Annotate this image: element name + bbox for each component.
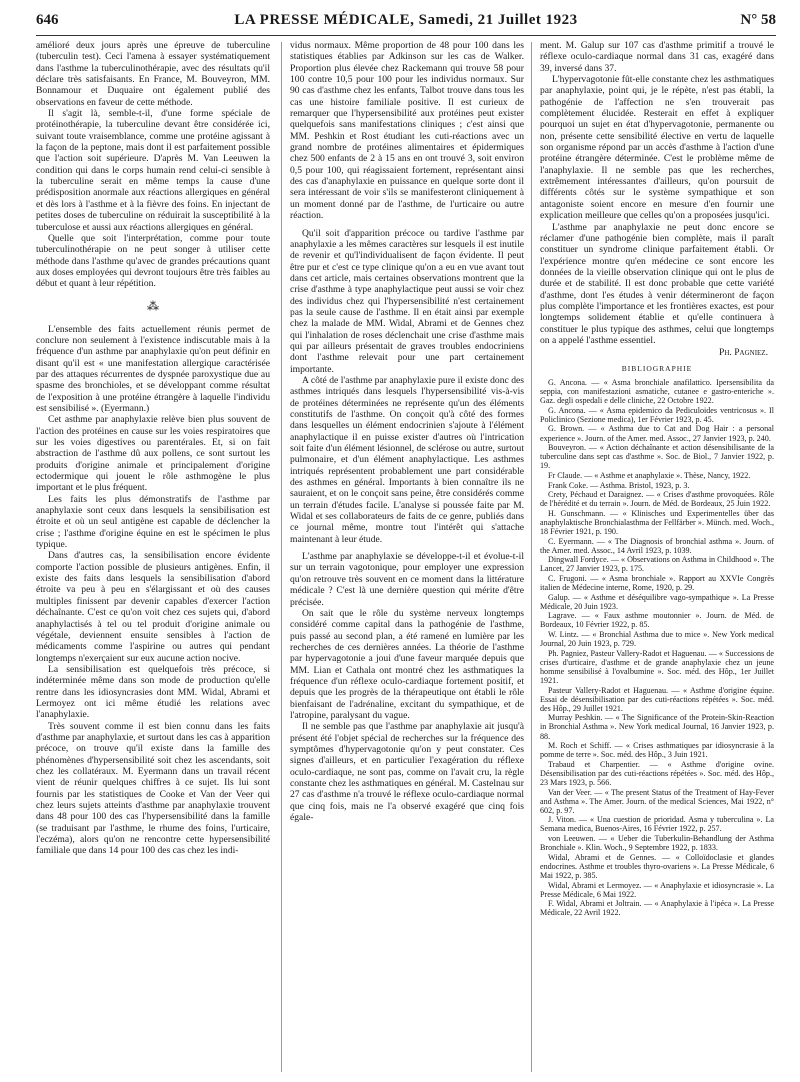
paragraph: vidus normaux. Même proportion de 48 pour 100 dans les statistiques établies par Adkinson sur les cas de Walker. Proportion plus élevée chez Rackemann qui trouve 58 pour 100 contre 10,5 pour 100 pour les individus normaux. Sur 90 cas d'asthme chez les enfants, Talbot trouve dans tous les cas une histoire familiale positive. Il est curieux de remarquer que l'hypersensibilité aux protéines peut exister quelquefois sans manifestations cliniques ; c'est ainsi que MM. Peshkin et Rost étudiant les cuti-réactions avec un grand nombre de protéines alimentaires et épidermiques chez 500 enfants de 2 à 15 ans en ont trouvé 3, soit environ 0,5 pour 100, qui réagissaient fortement, représentant ainsi des cas d'anaphylaxie en puissance en quelque sorte dont il sera intéressant de voir s'ils se manifesteront cliniquement à un moment donné par de l'asthme, de l'urticaire ou autre réaction.: [290, 40, 524, 222]
bibliography-entry: Ph. Pagniez, Pasteur Vallery-Radot et Haguenau. — « Successions de crises d'urticaire, d'asthme et de grande anaphylaxie chez un jeune homme sensibilisé à l'ovalbumine ». Soc. méd. des Hôp., 1er Juillet 1921.: [540, 648, 774, 685]
paragraph: A côté de l'asthme par anaphylaxie pure il existe donc des asthmes intriqués dans lesquels l'hypersensibilité vis-à-vis de protéines déterminées ne représente qu'un des éléments constitutifs de l'asthme. On conçoit qu'à côté des formes dans lesquelles un élément endocrinien s'ajoute à l'élément anaphylactique il en puisse exister d'autres où l'intrication soit faite d'un élément lésionnel, de sclérose ou autre, surtout pulmonaire, et d'un élément anaphylactique. Les asthmes intriqués représentent probablement une part considérable des asthmes en général. Importants à bien connaître ils ne sauraient, et on le conçoit sans peine, être considérés comme un terrain d'études facile. L'analyse si poussée faite par M. Widal et ses collaborateurs de faits de ce genre, publiés dans ce journal même, montre tout l'intérêt qui s'attache maintenant à leur étude.: [290, 374, 524, 545]
paragraph: Cet asthme par anaphylaxie relève bien plus souvent de l'action des protéines en cause sur les voies respiratoires que sur les voies digestives ou parentérales. Et, si on fait abstraction de l'asthme dû aux pollens, ce sont surtout les produits d'origine animale et principalement d'origine ectodermique qui jouent le rôle asthmogène le plus important et le plus fréquent.: [36, 414, 270, 494]
bibliography-entry: Fr Claude. — « Asthme et anaphylaxie ». Thèse, Nancy, 1922.: [548, 470, 751, 480]
author-signature: Ph. Pagniez.: [719, 347, 768, 359]
column-3: [540, 40, 774, 1074]
paragraph: amélioré deux jours après une épreuve de tuberculine (tuberculin test). Ceci l'amena à essayer systématiquement dans l'asthme la tuberculinothérapie, avec des résultats qu'il déclare très satisfaisants. En France, M. Bouveyron, MM. Bonnamour et Duquaire ont également publié des observations en faveur de cette méthode.: [36, 40, 270, 108]
bibliography-entry: Lagrave. — « Faux asthme moutonnier ». Journ. de Méd. de Bordeaux, 10 Février 1922, p. 85.: [540, 611, 774, 630]
journal-title: LA PRESSE MÉDICALE, Samedi, 21 Juillet 1923: [234, 12, 578, 28]
bibliography-entry: Dingwall Fordyce. — « Observations on Asthma in Childhood ». The Lancet, 27 Janvier 1923, p. 175.: [540, 555, 774, 574]
bibliography-title: BIBLIOGRAPHIE: [621, 363, 693, 373]
header-rule: [36, 35, 776, 36]
bibliography-entry: J. Viton. — « Una cuestion de prioridad. Asma y tuberculina ». La Semana medica, Buenos-Aires, 16 Février 1922, p. 257.: [540, 815, 774, 834]
column-1: [36, 40, 270, 1074]
column-divider: [531, 42, 532, 1072]
column-2: [290, 40, 524, 1074]
bibliography-entry: Galup. — « Asthme et déséquilibre vago-sympathique ». La Presse Médicale, 20 Juin 1923.: [540, 592, 774, 611]
paragraph: Il ne semble pas que l'asthme par anaphylaxie ait jusqu'à présent été l'objet spécial de recherches sur la fréquence des symptômes d'hypervagotonie qu'on y peut constater. Ces signes d'ailleurs, et en particulier l'exagération du réflexe oculo-cardiaque, ne sont pas, comme on l'avait cru, la règle constante chez les asthmatiques en général. M. Castelnau sur 27 cas d'asthme n'a trouvé le réflexe oculo-cardiaque normal que cinq fois, mais ne l'a observé exagéré que cinq fois égale-: [290, 721, 524, 824]
bibliography-entry: Frank Coke. — Asthma. Bristol, 1923, p. 3.: [548, 480, 690, 490]
bibliography-entry: Van der Veer. — « The present Status of the Treatment of Hay-Fever and Asthma ». The Amer. Journ. of the medical Sciences, Mai 1922, n° 602, p. 97.: [540, 787, 774, 815]
bibliography-entry: G. Ancona. — « Asma bronchiale anafilattico. Ipersensibilita da seppia, con manifestazioni asmatiche, cutanee e gastro-enteriche ». Gaz. degli ospedali e delle cliniche, 22 Octobre 1922.: [540, 377, 774, 406]
page-header: [36, 10, 776, 34]
paragraph: L'asthme par anaphylaxie ne peut donc encore se réclamer d'une pathogénie bien complète, mais il paraît constituer un syndrome clinique parfaitement établi. Or l'expérience montre qu'en médecine ce sont encore les données de la vieille observation clinique qui ont le plus de durée et de stabilité. Il est donc probable que cette variété d'asthme, dont l'es études à venir détermineront de façon plus complète l'importance et les frontières exactes, est pour longtemps solidement établie et qu'elle continuera à constituer le plus typique des asthmes, celui que longtemps on a appelé l'asthme essentiel.: [540, 221, 774, 346]
page-number: 646: [36, 12, 59, 28]
bibliography-entry: W. Lintz. — « Bronchial Asthma due to mice ». New York medical Journal, 20 Juin 1923, p. 729.: [540, 630, 774, 649]
paragraph: Quelle que soit l'interprétation, comme pour toute tuberculinothérapie on ne peut songer à utiliser cette méthode dans l'asthme qu'avec de grandes précautions quant aux doses employées qui devront toujours être très faibles au début et quant à leur répétition.: [36, 232, 270, 290]
bibliography-entry: G. Brown. — « Asthma due to Cat and Dog Hair : a personal experience ». Journ. of the Amer. med. Assoc., 27 Janvier 1923, p. 240.: [540, 424, 774, 443]
bibliography-entry: Bouveyron. — « Action déchaînante et action désensibilisante de la tuberculine dans sept cas d'asthme ». Soc. de Biol., 7 Janvier 1922, p. 19.: [540, 443, 774, 471]
paragraph: Qu'il soit d'apparition précoce ou tardive l'asthme par anaphylaxie a les mêmes caractères sur lesquels il est inutile de revenir et qu'l'individualisent de façon évidente. Il peut être pur et c'est ce type clinique qu'on a eu en vue avant tout dans cet article, mais certaines observations montrent que la crise d'asthme à type anaphylactique peut aussi se voir chez des individus chez qui l'hypersensibilité n'est certainement pas la seule cause de l'asthme. Il en était ainsi par exemple chez la malade de MM. Widal, Abrami et de Gennes chez qui l'inhalation de roses déclenchait une crise d'asthme mais qui par ailleurs présentait de graves troubles endocriniens dont l'asthme relevait pour une part certainement importante.: [290, 227, 524, 375]
bibliography-entry: C. Frugoni. — « Asma bronchiale ». Rapport au XXVIe Congrès italien de Médecine interne, Rome, 1920, p. 29.: [540, 573, 774, 593]
paragraph: ment. M. Galup sur 107 cas d'asthme primitif a trouvé le réflexe oculo-cardiaque normal dans 31 cas, exagéré dans 39, inversé dans 37.: [540, 40, 774, 74]
bibliography-entry: H. Gunschmann. — « Klinisches und Experimentelles über das anaphylaktische Bronchialasthma der Fellfärber ». Münch. med. Woch., 18 Février 1921, p. 190.: [540, 508, 774, 536]
bibliography-entry: M. Roch et Schiff. — « Crises asthmatiques par idiosyncrasie à la pomme de terre ». Soc. méd. des Hôp., 3 Juin 1921.: [540, 741, 774, 760]
paragraph: Très souvent comme il est bien connu dans les faits d'asthme par anaphylaxie, et surtout dans les cas à apparition précoce, on trouve qu'il existe dans la famille des phénomènes d'hypersensibilité soit chez les ascendants, soit chez les collatéraux. M. Eyermann dans un travail récent vient de réunir quelques chiffres à ce sujet. Ils lui sont fournis par les statistiques de Cooke et Van der Veer qui chez leurs sujets atteints d'asthme par anaphylaxie trouvent dans 48 pour 100 des cas l'hypersensibilité dans la famille (se traduisant par l'asthme, le rhume des foins, l'urticaire, l'eczéma), alors qu'on ne rencontre cette hypersensibilité familiale que dans 14 pour 100 des cas chez les indi-: [36, 720, 270, 857]
paragraph: Il s'agit là, semble-t-il, d'une forme spéciale de protéinothérapie, la tuberculine devant être considérée ici, suivant toute vraisemblance, comme une protéine agissant à la façon de la peptone, mais dont il est parfaitement possible que l'action soit supérieure. D'après M. Van Leeuwen la condition qui dans le corps humain rend celui-ci sensible à la tuberculine serait en même temps la cause d'une prédisposition anormale aux réactions allergiques en général et dès lors à l'asthme et à la fièvre des foins. En injectant de petites doses de tuberculine on réduirait la susceptibilité à la tuberculose et aussi aux réactions allergiques en général.: [36, 108, 270, 233]
bibliography-entry: G. Ancona. — « Asma epidemico da Pediculoides ventricosus ». Il Policlinico (Sezione medica), 1er Février 1923, p. 45.: [540, 405, 774, 424]
bibliography-entry: Murray Peshkin. — « The Significance of the Protein-Skin-Reaction in Bronchial Asthma ». New York medical Journal, 16 Janvier 1923, p. 88.: [540, 713, 774, 741]
bibliography-entry: Crety, Péchaud et Daraignez. — « Crises d'asthme provoquées. Rôle de l'hérédité et du terrain ». Journ. de Méd. de Bordeaux, 25 Juin 1922.: [540, 490, 774, 509]
bibliography-entry: von Leeuwen. — « Ueber die Tuberkulin-Behandlung der Asthma Bronchiale ». Klin. Woch., 9 Septembre 1922, p. 1833.: [540, 834, 774, 853]
paragraph: On sait que le rôle du système nerveux longtemps considéré comme capital dans la pathogénie de l'asthme, puis passé au second plan, a été ramené en lumière par les recherches de ces dernières années. La théorie de l'asthme par hypervagotonie a joui d'une faveur marquée depuis que MM. Lian et Cathala ont montré chez les asthmatiques la fréquence d'un réflexe oculo-cardiaque fortement positif, et depuis que les progrès de la thérapeutique ont établi le rôle bienfaisant de l'adrénaline, excitant du sympathique, et de l'atropine, paralysant du vague.: [290, 607, 524, 721]
column-divider: [281, 42, 282, 1072]
bibliography-entry: C. Eyermann. — « The Diagnosis of bronchial asthma ». Journ. of the Amer. med. Assoc., 14 Avril 1923, p. 1039.: [540, 536, 774, 555]
issue-number: N° 58: [740, 12, 776, 28]
bibliography-entry: Widal, Abrami et de Gennes. — « Colloïdoclasie et glandes endocrines. Asthme et troubles thyro-ovariens ». La Presse Médicale, 6 Mai 1922, p. 385.: [540, 852, 774, 880]
paragraph: Dans d'autres cas, la sensibilisation encore évidente comporte l'action possible de plusieurs antigènes. Enfin, il existe des faits dans lesquels la sensibilisation d'abord étroite va peu à peu en s'élargissant et où des causes multiples finissent par devenir capables d'exercer l'action déchaînante. C'est ce qu'on voit chez ces sujets qui, d'abord anaphylactisés à tel ou tel produit d'origine animale ou végétale, deviennent ensuite sensibles à l'action de médicaments comme l'aspirine ou autres qui pendant longtemps n'exerçaient sur eux aucune action nocive.: [36, 550, 270, 664]
bibliography-list: [540, 378, 774, 917]
section-separator: ⁂: [147, 298, 159, 313]
paragraph: L'asthme par anaphylaxie se développe-t-il et évolue-t-il sur un terrain vagotonique, pour employer une expression qu'on retrouve très souvent en ce moment dans la littérature médicale ? C'est là une dernière question qui mérite d'être précisée.: [290, 551, 524, 608]
bibliography-entry: F. Widal, Abrami et Joltrain. — « Anaphylaxie à l'ipéca ». La Presse Médicale, 22 Avril 1922.: [540, 899, 774, 918]
bibliography-entry: Widal, Abrami et Lermoyez. — « Anaphylaxie et idiosyncrasie ». La Presse Médicale, 6 Mai 1922.: [540, 880, 774, 899]
bibliography-entry: Pasteur Vallery-Radot et Haguenau. — « Asthme d'origine équine. Essai de désensibilisation par des cuti-réactions répétées ». Soc. méd. des Hôp., 29 Juillet 1921.: [540, 685, 774, 713]
paragraph: L'hypervagotonie fût-elle constante chez les asthmatiques par anaphylaxie, point qui, je le répète, n'est pas établi, la pathogénie de l'affection ne s'en trouverait pas complètement élucidée. Resterait en effet à expliquer pourquoi un sujet en état d'hypervagotonie, permanente ou non, présente cette sensibilité élective en vertu de laquelle son organisme répond par un accès d'asthme à l'action d'une protéine étrangère déterminée. C'est le problème même de l'anaphylaxie. Il ne semble pas que les recherches, extrêmement intéressantes d'ailleurs, qu'on poursuit de différents côtés sur le système sympathique et son antagoniste soient encore en mesure d'en fournir une explication meilleure que celles qu'on a proposées jusqu'ici.: [540, 74, 774, 222]
paragraph: Les faits les plus démonstratifs de l'asthme par anaphylaxie sont ceux dans lesquels la sensibilisation est étroite et où un seul antigène est capable de déclencher la crise ; l'asthme d'origine équine en est le spécimen le plus typique.: [36, 493, 270, 551]
bibliography-entry: Trabaud et Charpentier. — « Asthme d'origine ovine. Désensibilisation par des cuti-réactions répétées ». Soc. méd. des Hôp., 23 Mars 1923, p. 566.: [540, 759, 774, 787]
paragraph: La sensibilisation est quelquefois très précoce, si indéterminée même dans son mode de production qu'elle rentre dans les idiosyncrasies dont MM. Widal, Abrami et Lermoyez ont ici même étudié les relations avec l'anaphylaxie.: [36, 663, 270, 721]
paragraph: L'ensemble des faits actuellement réunis permet de conclure non seulement à l'existence indiscutable mais à la fréquence d'un asthme par anaphylaxie qu'on peut définir en disant qu'il est « une manifestation allergique caractérisée par des attaques récurrentes de dyspnée paroxystique due au spasme des bronchioles, et se développant comme résultat de l'exposition à une protéine étrangère à laquelle l'individu est sensibilisé ». (Eyermann.): [36, 323, 270, 414]
